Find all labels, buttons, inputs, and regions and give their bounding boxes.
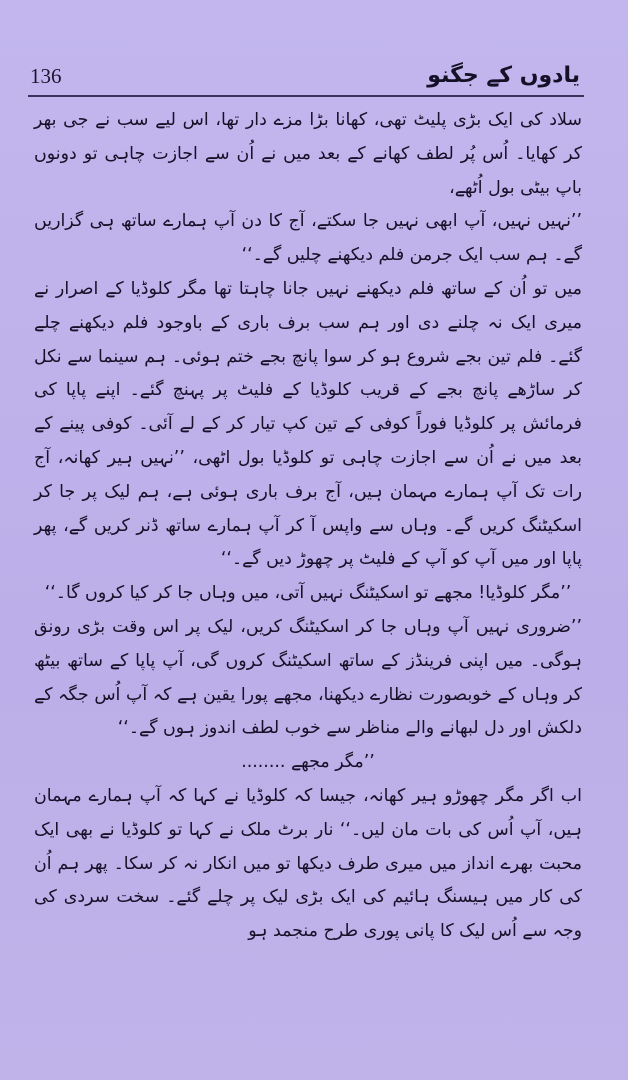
header-divider: [28, 95, 584, 97]
paragraph: ’’ضروری نہیں آپ وہاں جا کر اسکیٹنگ کریں، لیک پر اس وقت بڑی رونق ہوگی۔ میں اپنی فرینڈز کے ساتھ اسکیٹنگ کروں گی، آپ پاپا کے ساتھ بیٹھ کر وہاں کے خوبصورت نظارے دیکھنا، مجھے پورا یقین ہے کہ آپ اُس جگہ کے دلکش اور دل لبھانے والے مناظر سے خوب لطف اندوز ہوں گے۔‘‘: [34, 616, 582, 739]
paragraph: سلاد کی ایک بڑی پلیٹ تھی، کھانا بڑا مزے دار تھا، اس لیے سب نے جی بھر کر کھایا۔ اُس پُر لطف کھانے کے بعد میں نے اُن سے اجازت چاہی تو دونوں باپ بیٹی بول اُٹھے،: [34, 110, 582, 198]
body-text: [34, 104, 582, 949]
page-header: [30, 60, 580, 92]
paragraph: میں تو اُن کے ساتھ فلم دیکھنے نہیں جانا چاہتا تھا مگر کلوڈیا کے اصرار نے میری ایک نہ چلنے دی اور ہم سب برف باری کے باوجود فلم دیکھنے چلے گئے۔ فلم تین بجے شروع ہو کر سوا پانچ بجے ختم ہوئی۔ ہم سینما سے نکل کر ساڑھے پانچ بجے کے قریب کلوڈیا کے فلیٹ پر پہنچ گئے۔ اپنے پاپا کی فرمائش پر کلوڈیا فوراً کوفی کے تین کپ تیار کر کے لے آئی۔ کوفی پینے کے بعد میں نے اُن سے اجازت چاہی تو کلوڈیا بول اٹھی، ’’نہیں ہیر کھانہ، آج رات تک آپ ہمارے مہمان ہیں، آج برف باری ہوئی ہے، ہم لیک پر جا کر اسکیٹنگ کریں گے۔ وہاں سے واپس آ کر آپ ہمارے ساتھ ڈنر کریں گے، پھر پاپا اور میں آپ کو آپ کے فلیٹ پر چھوڑ دیں گے۔‘‘: [34, 278, 582, 570]
centered-dialogue: ’’مگر کلوڈیا! مجھے تو اسکیٹنگ نہیں آتی، میں وہاں جا کر کیا کروں گا۔‘‘: [44, 583, 572, 604]
short-dialogue: ’’مگر مجھے ........: [241, 752, 375, 773]
page-number: 136: [30, 64, 62, 88]
paragraph: ’’نہیں نہیں، آپ ابھی نہیں جا سکتے، آج کا دن آپ ہمارے ساتھ ہی گزاریں گے۔ ہم سب ایک جرمن فلم دیکھنے چلیں گے۔‘‘: [34, 211, 582, 266]
paragraph: اب اگر مگر چھوڑو ہیر کھانہ، جیسا کہ کلوڈیا نے کہا کہ آپ ہمارے مہمان ہیں، آپ اُس کی بات مان لیں۔‘‘ نار برٹ ملک نے کہا تو کلوڈیا نے بھی ایک محبت بھرے انداز میں میری طرف دیکھا تو میں انکار نہ کر سکا۔ پھر ہم اُن کی کار میں ہیسنگ ہائیم کی ایک بڑی لیک پر چلے گئے۔ سخت سردی کی وجہ سے اُس لیک کا پانی پوری طرح منجمد ہو: [34, 785, 582, 942]
book-title: یادوں کے جگنو: [427, 63, 580, 88]
